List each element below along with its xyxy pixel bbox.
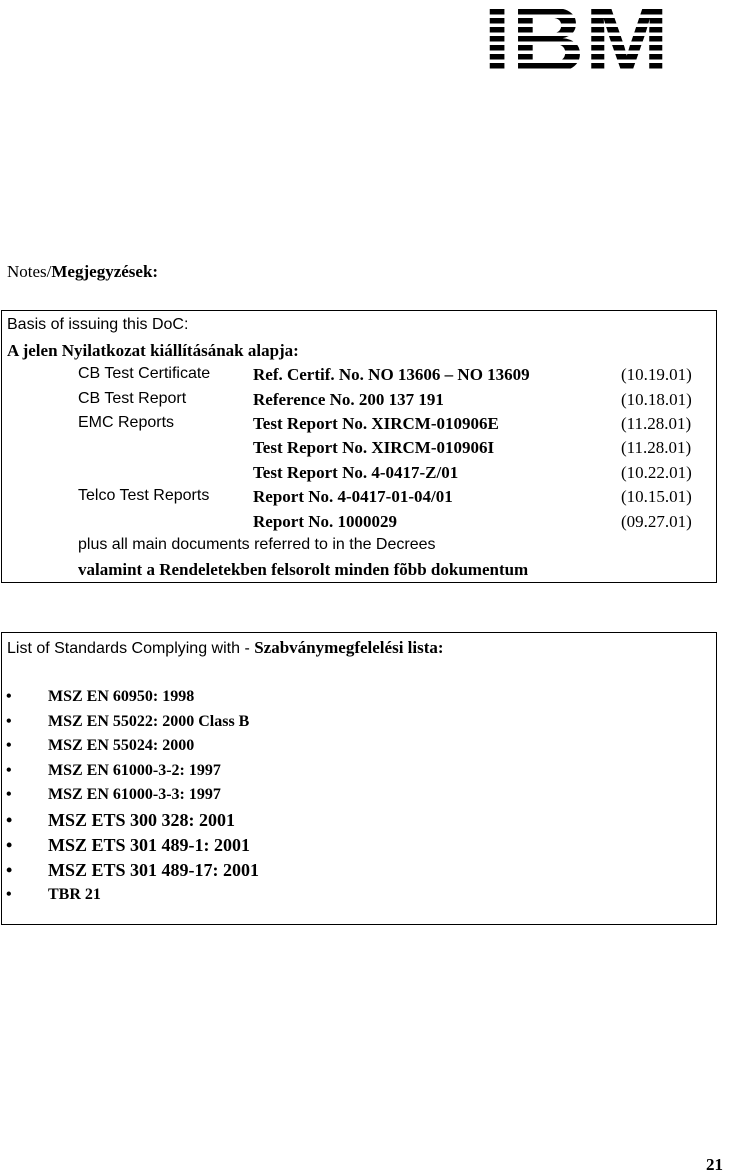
standard-item: [6, 688, 194, 706]
standard-label: MSZ EN 55024: 2000: [48, 737, 195, 754]
page-number: 21: [706, 1155, 723, 1174]
basis-row-category: CB Test Report: [78, 390, 187, 407]
basis-row-date: (10.22.01): [621, 463, 692, 482]
basis-row-category: CB Test Certificate: [78, 365, 211, 382]
standard-item: [6, 786, 221, 804]
standard-label: MSZ EN 61000-3-2: 1997: [48, 762, 221, 779]
bullet: •: [6, 688, 12, 705]
bullet: •: [6, 860, 13, 880]
basis-row-ref: Test Report No. 4-0417-Z/01: [253, 463, 459, 482]
basis-title-en: Basis of issuing this DoC:: [7, 316, 189, 333]
standards-title-en: List of Standards Complying with -: [7, 640, 255, 657]
standard-item: [6, 835, 250, 856]
basis-row-ref: Report No. 1000029: [253, 512, 398, 531]
basis-footer-en: plus all main documents referred to in the Decrees: [78, 536, 436, 553]
basis-row-ref: Reference No. 200 137 191: [253, 390, 444, 409]
basis-row-date: (10.15.01): [621, 487, 692, 506]
standard-label: MSZ ETS 301 489-1: 2001: [48, 835, 251, 855]
basis-row-category: EMC Reports: [78, 414, 175, 431]
standard-label: MSZ EN 61000-3-3: 1997: [48, 786, 221, 803]
bullet: •: [6, 835, 13, 855]
bullet: •: [6, 810, 13, 830]
notes-label-hu: Megjegyzések:: [51, 262, 159, 281]
basis-footer-hu: valamint a Rendeletekben felsorolt minden fõbb dokumentum: [78, 560, 529, 579]
standard-label: MSZ ETS 300 328: 2001: [48, 810, 236, 830]
basis-row-date: (11.28.01): [621, 438, 692, 457]
basis-row-ref: Ref. Certif. No. NO 13606 – NO 13609: [253, 365, 530, 384]
bullet: •: [6, 886, 12, 903]
standard-label: MSZ ETS 301 489-17: 2001: [48, 860, 260, 880]
standard-item: [6, 737, 194, 755]
bullet: •: [6, 786, 12, 803]
standards-title: [7, 638, 444, 658]
standard-label: MSZ EN 60950: 1998: [48, 688, 195, 705]
standard-item: [6, 886, 101, 904]
standard-item: [6, 762, 221, 780]
basis-row-category: Telco Test Reports: [78, 487, 210, 504]
ibm-logo: [481, 0, 671, 74]
standards-title-hu: Szabványmegfelelési lista:: [254, 638, 444, 657]
standard-label: MSZ EN 55022: 2000 Class B: [48, 713, 250, 730]
standard-item: [6, 860, 259, 881]
standard-label: TBR 21: [48, 886, 101, 903]
standards-box: [1, 632, 717, 925]
basis-row-date: (10.18.01): [621, 390, 692, 409]
basis-row-date: (09.27.01): [621, 512, 692, 531]
basis-row-ref: Test Report No. XIRCM-010906E: [253, 414, 499, 433]
bullet: •: [6, 737, 12, 754]
basis-box: [1, 310, 717, 583]
basis-row-date: (10.19.01): [621, 365, 692, 384]
basis-row-ref: Test Report No. XIRCM-010906I: [253, 438, 495, 457]
basis-row-ref: Report No. 4-0417-01-04/01: [253, 487, 453, 506]
bullet: •: [6, 762, 12, 779]
bullet: •: [6, 713, 12, 730]
basis-title-hu: A jelen Nyilatkozat kiállításának alapja:: [7, 341, 299, 360]
standard-item: [6, 713, 249, 731]
notes-label-en: Notes/: [7, 262, 52, 281]
notes-heading: [7, 262, 158, 282]
basis-row-date: (11.28.01): [621, 414, 692, 433]
standard-item: [6, 810, 235, 831]
